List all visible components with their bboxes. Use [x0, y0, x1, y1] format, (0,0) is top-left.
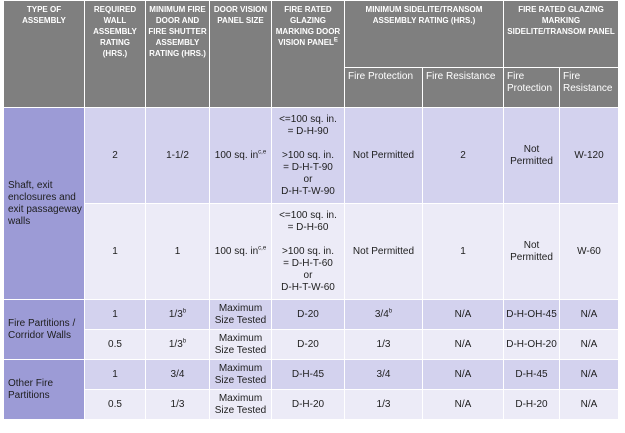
- panel-size-value: Maximum Size Tested: [214, 302, 267, 326]
- panel-size-value: Maximum Size Tested: [214, 332, 267, 356]
- cell-marking-fire-protection: Not Permitted: [504, 204, 560, 300]
- cell-sidelite-fire-protection: 1/3: [345, 390, 423, 420]
- header-glazing-marking-door-footnote: E: [333, 37, 338, 44]
- cell-sidelite-fire-protection: 1/3: [345, 330, 423, 360]
- table-row: [4, 204, 619, 300]
- door-rating-value: 1: [174, 245, 181, 257]
- cell-marking-fire-protection: D-H-20: [504, 390, 560, 420]
- cell-door-rating: [146, 108, 210, 204]
- cell-marking-fire-resistance: W-120: [560, 108, 619, 204]
- glazing-marking-line: D-20: [297, 338, 319, 350]
- cell-glazing-marking: [272, 204, 345, 300]
- cell-panel-size: [210, 330, 272, 360]
- header-glazing-marking-door: [272, 1, 345, 108]
- glazing-marking-line: D-H-T-W-60: [281, 281, 335, 293]
- cell-sidelite-fire-resistance: N/A: [423, 330, 504, 360]
- glazing-marking-line: = D-H-90: [287, 125, 329, 137]
- cell-marking-fire-protection: D-H-45: [504, 360, 560, 390]
- glazing-marking-line: <=100 sq. in.: [279, 113, 337, 125]
- cell-sidelite-fire-protection: Not Permitted: [345, 108, 423, 204]
- glazing-marking-line: = D-H-T-90: [283, 161, 333, 173]
- glazing-marking-line: D-H-20: [291, 398, 325, 410]
- cell-sidelite-fire-protection: Not Permitted: [345, 204, 423, 300]
- glazing-marking-line: <=100 sq. in.: [279, 209, 337, 221]
- cell-sidelite-fire-resistance: 1: [423, 204, 504, 300]
- subheader-sidelite-fire-resistance: Fire Resistance: [423, 68, 504, 108]
- header-min-fire-door-rating: MINIMUM FIRE DOOR AND FIRE SHUTTER ASSEMBLY RATING (HRS.): [146, 1, 210, 108]
- cell-wall-rating: 0.5: [85, 390, 146, 420]
- cell-sidelite-fire-resistance: N/A: [423, 300, 504, 330]
- table-row: [4, 360, 619, 390]
- glazing-marking-line: >100 sq. in.: [282, 149, 334, 161]
- cell-marking-fire-protection: Not Permitted: [504, 108, 560, 204]
- glazing-marking-line: = D-H-T-60: [283, 257, 333, 269]
- fire-rating-table: [3, 0, 619, 420]
- glazing-marking-line: = D-H-60: [287, 221, 329, 233]
- cell-sidelite-fire-protection: 3/4: [345, 360, 423, 390]
- sidelite-fp-value: 3/4: [374, 308, 389, 320]
- header-type-of-assembly: TYPE OF ASSEMBLY: [4, 1, 85, 108]
- cell-door-rating: [146, 330, 210, 360]
- table-row: [4, 300, 619, 330]
- glazing-marking-line: D-H-T-W-90: [281, 185, 335, 197]
- row-group-other-fire-partitions: Other Fire Partitions: [4, 360, 85, 420]
- glazing-marking-line: D-20: [297, 308, 319, 320]
- cell-marking-fire-resistance: W-60: [560, 204, 619, 300]
- table-row: [4, 108, 619, 204]
- cell-wall-rating: 2: [85, 108, 146, 204]
- cell-glazing-marking: [272, 360, 345, 390]
- cell-wall-rating: 1: [85, 204, 146, 300]
- cell-glazing-marking: [272, 300, 345, 330]
- cell-marking-fire-resistance: N/A: [560, 390, 619, 420]
- door-rating-value: 3/4: [170, 368, 185, 380]
- panel-size-footnote: c,e: [258, 149, 267, 156]
- subheader-marking-fire-protection: Fire Protection: [504, 68, 560, 108]
- cell-door-rating: [146, 204, 210, 300]
- cell-wall-rating: 0.5: [85, 330, 146, 360]
- cell-sidelite-fire-resistance: N/A: [423, 360, 504, 390]
- cell-wall-rating: 1: [85, 360, 146, 390]
- header-row-top: [4, 1, 619, 68]
- fire-rating-table-container: [3, 0, 619, 420]
- glazing-marking-line: [274, 234, 342, 246]
- cell-sidelite-fire-resistance: 2: [423, 108, 504, 204]
- glazing-marking-line: >100 sq. in.: [282, 245, 334, 257]
- cell-marking-fire-protection: D-H-OH-20: [504, 330, 560, 360]
- cell-marking-fire-protection: D-H-OH-45: [504, 300, 560, 330]
- subheader-sidelite-fire-protection: Fire Protection: [345, 68, 423, 108]
- cell-door-rating: [146, 390, 210, 420]
- cell-sidelite-fire-protection: [345, 300, 423, 330]
- glazing-marking-line: D-H-45: [291, 368, 325, 380]
- panel-size-value: 100 sq. in: [214, 245, 259, 257]
- door-rating-footnote: b: [182, 338, 187, 345]
- cell-glazing-marking: [272, 390, 345, 420]
- header-glazing-marking-sidelite: FIRE RATED GLAZING MARKING SIDELITE/TRANSOM PANEL: [504, 1, 619, 68]
- cell-sidelite-fire-resistance: N/A: [423, 390, 504, 420]
- door-rating-value: 1-1/2: [166, 149, 189, 161]
- cell-marking-fire-resistance: N/A: [560, 360, 619, 390]
- row-group-fire-partitions: Fire Partitions / Corridor Walls: [4, 300, 85, 360]
- cell-door-rating: [146, 360, 210, 390]
- cell-marking-fire-resistance: N/A: [560, 300, 619, 330]
- panel-size-value: Maximum Size Tested: [214, 362, 267, 386]
- glazing-marking-line: [274, 138, 342, 150]
- cell-glazing-marking: [272, 108, 345, 204]
- header-door-vision-panel-size: DOOR VISION PANEL SIZE: [210, 1, 272, 108]
- header-min-sidelite-transom-rating: MINIMUM SIDELITE/TRANSOM ASSEMBLY RATING (HRS.): [345, 1, 504, 68]
- panel-size-footnote: c,e: [258, 245, 267, 252]
- table-row: [4, 390, 619, 420]
- glazing-marking-line: or: [303, 269, 313, 281]
- door-rating-value: 1/3: [168, 338, 183, 350]
- cell-glazing-marking: [272, 330, 345, 360]
- door-rating-value: 1/3: [170, 398, 185, 410]
- cell-marking-fire-resistance: N/A: [560, 330, 619, 360]
- cell-panel-size: [210, 108, 272, 204]
- cell-panel-size: [210, 300, 272, 330]
- row-group-shaft: Shaft, exit enclosures and exit passageway walls: [4, 108, 85, 300]
- table-row: [4, 330, 619, 360]
- cell-door-rating: [146, 300, 210, 330]
- door-rating-footnote: b: [182, 308, 187, 315]
- cell-panel-size: [210, 390, 272, 420]
- header-glazing-marking-door-label: FIRE RATED GLAZING MARKING DOOR VISION PANEL: [275, 5, 341, 47]
- header-required-wall-rating: REQUIRED WALL ASSEMBLY RATING (HRS.): [85, 1, 146, 108]
- panel-size-value: Maximum Size Tested: [214, 392, 267, 416]
- sidelite-fp-footnote: b: [388, 308, 393, 315]
- cell-wall-rating: 1: [85, 300, 146, 330]
- panel-size-value: 100 sq. in: [214, 149, 259, 161]
- door-rating-value: 1/3: [168, 308, 183, 320]
- cell-panel-size: [210, 204, 272, 300]
- cell-panel-size: [210, 360, 272, 390]
- glazing-marking-line: or: [303, 173, 313, 185]
- subheader-marking-fire-resistance: Fire Resistance: [560, 68, 619, 108]
